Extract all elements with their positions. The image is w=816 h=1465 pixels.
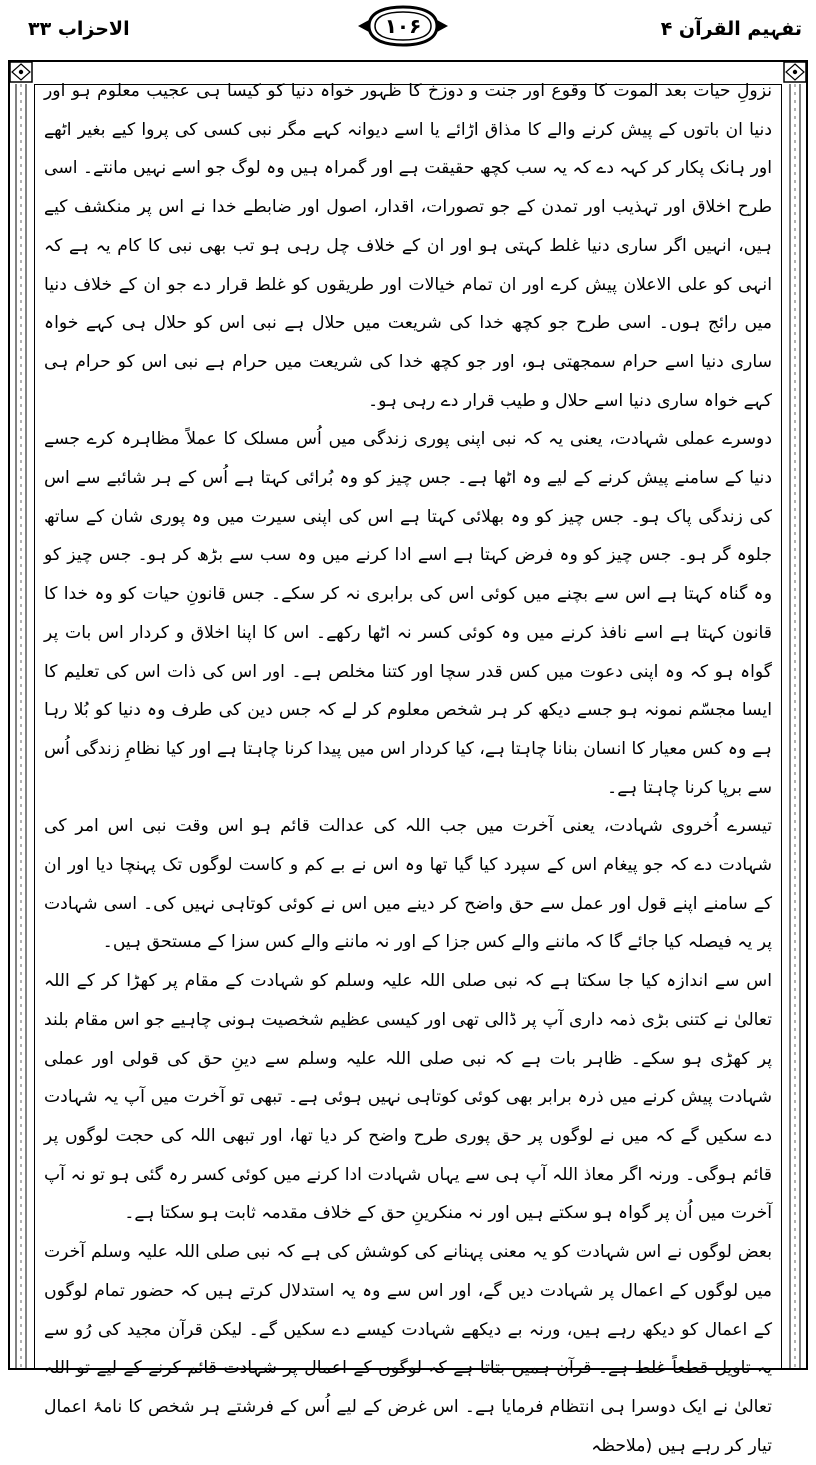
page-number: ۱۰۶	[384, 14, 422, 38]
paragraph: نزولِ حیات بعد الموت کا وقوع اور جنت و دوزخ کا ظہور خواہ دنیا کو کیسا ہی عجیب معلوم ہو اور دنیا ان باتوں کے پیش کرنے والے کا مذاق اڑائے یا اسے دیوانہ کہے مگر نبی کسی کی پروا کیے بغیر اٹھے اور ہانک پکار کر کہہ دے کہ یہ سب کچھ حقیقت ہے اور گمراہ ہیں وہ لوگ جو اسے نہیں مانتے۔ اسی طرح اخلاق اور تہذیب اور تمدن کے جو تصورات، اقدار، اصول اور ضابطے خدا نے اس پر منکشف کیے ہیں، انہیں اگر ساری دنیا غلط کہتی ہو اور ان کے خلاف چل رہی ہو تب بھی نبی کا کام یہ ہے کہ انہی کو علی الاعلان پیش کرے اور ان تمام خیالات اور طریقوں کو غلط قرار دے جو ان کے خلاف دنیا میں رائج ہوں۔ اسی طرح جو کچھ خدا کی شریعت میں حلال ہے نبی اس کو حلال ہی کہے خواہ ساری دنیا اسے حرام سمجھتی ہو، اور جو کچھ خدا کی شریعت میں حرام ہے نبی اس کو حرام ہی کہے خواہ ساری دنیا اسے حلال و طیب قرار دے رہی ہو۔	[44, 81, 772, 411]
border-pattern-icon	[782, 84, 808, 1370]
page-header	[0, 0, 816, 52]
page-number-badge	[355, 4, 451, 48]
corner-ornament-icon	[782, 60, 808, 84]
paragraph: اس سے اندازہ کیا جا سکتا ہے کہ نبی صلی اللہ علیہ وسلم کو شہادت کے مقام پر کھڑا کر کے اللہ تعالیٰ نے کتنی بڑی ذمہ داری آپ پر ڈالی تھی اور کیسی عظیم شخصیت ہونی چاہیے جو اس مقام بلند پر کھڑی ہو سکے۔ ظاہر بات ہے کہ نبی صلی اللہ علیہ وسلم سے دینِ حق کی قولی اور عملی شہادت پیش کرنے میں ذرہ برابر بھی کوئی کوتاہی نہیں ہوئی ہے۔ تبھی تو آخرت میں آپ یہ شہادت دے سکیں گے کہ میں نے لوگوں پر حق پوری طرح واضح کر دیا تھا، اور تبھی اللہ کی حجت لوگوں پر قائم ہوگی۔ ورنہ اگر معاذ اللہ آپ ہی سے یہاں شہادت ادا کرنے میں کوئی کسر رہ گئی ہو تو نہ آپ آخرت میں اُن پر گواہ ہو سکتے ہیں اور نہ منکرینِ حق کے خلاف مقدمہ ثابت ہو سکتا ہے۔	[44, 971, 772, 1224]
surah-name: الاحزاب ۳۳	[28, 18, 130, 40]
paragraph: دوسرے عملی شہادت، یعنی یہ کہ نبی اپنی پوری زندگی میں اُس مسلک کا عملاً مظاہرہ کرے جسے دنیا کے سامنے پیش کرنے کے لیے وہ اٹھا ہے۔ جس چیز کو وہ بُرائی کہتا ہے اُس کے ہر شائبے سے اس کی زندگی پاک ہو۔ جس چیز کو وہ بھلائی کہتا ہے اس کی اپنی سیرت میں وہ پوری شان کے ساتھ جلوہ گر ہو۔ جس چیز کو وہ فرض کہتا ہے اسے ادا کرنے میں وہ سب سے بڑھ کر ہو۔ جس چیز کو وہ گناہ کہتا ہے اس سے بچنے میں کوئی اس کی برابری نہ کر سکے۔ جس قانونِ حیات کو وہ خدا کا قانون کہتا ہے اسے نافذ کرنے میں وہ کوئی کسر نہ اٹھا رکھے۔ اس کا اپنا اخلاق و کردار اس بات پر گواہ ہو کہ وہ اپنی دعوت میں کس قدر سچا اور کتنا مخلص ہے۔ اور اس کی ذات اس کی تعلیم کا ایسا مجسّم نمونہ ہو جسے دیکھ کر ہر شخص معلوم کر لے کہ جس دین کی طرف وہ دنیا کو بُلا رہا ہے وہ کس معیار کا انسان بنانا چاہتا ہے، کیا کردار اس میں پیدا کرنا چاہتا ہے اور کیا نظامِ زندگی اُس سے برپا کرنا چاہتا ہے۔	[44, 429, 772, 798]
book-title: تفہیم القرآن ۴	[660, 18, 802, 40]
paragraph: تیسرے اُخروی شہادت، یعنی آخرت میں جب اللہ کی عدالت قائم ہو اس وقت نبی اس امر کی شہادت دے کہ جو پیغام اس کے سپرد کیا گیا تھا وہ اس نے بے کم و کاست لوگوں تک پہنچا دیا اور ان کے سامنے اپنے قول اور عمل سے حق واضح کر دینے میں اس نے کوئی کوتاہی نہیں کی۔ اسی شہادت پر یہ فیصلہ کیا جائے گا کہ ماننے والے کس جزا کے اور نہ ماننے والے کس سزا کے مستحق ہیں۔	[44, 816, 772, 953]
border-pattern-icon	[8, 84, 34, 1370]
corner-ornament-icon	[8, 60, 34, 84]
page-body	[44, 72, 772, 1465]
paragraph: بعض لوگوں نے اس شہادت کو یہ معنی پہنانے کی کوشش کی ہے کہ نبی صلی اللہ علیہ وسلم آخرت میں لوگوں کے اعمال پر شہادت دیں گے، اور اس سے وہ یہ استدلال کرتے ہیں کہ حضور تمام لوگوں کے اعمال کو دیکھ رہے ہیں، ورنہ بے دیکھے شہادت کیسے دے سکیں گے۔ لیکن قرآن مجید کی رُو سے یہ تاویل قطعاً غلط ہے۔ قرآن ہمیں بتاتا ہے کہ لوگوں کے اعمال پر شہادت قائم کرنے کے لیے تو اللہ تعالیٰ نے ایک دوسرا ہی انتظام فرمایا ہے۔ اس غرض کے لیے اُس کے فرشتے ہر شخص کا نامۂ اعمال تیار کر رہے ہیں (ملاحظہ	[44, 1242, 772, 1456]
